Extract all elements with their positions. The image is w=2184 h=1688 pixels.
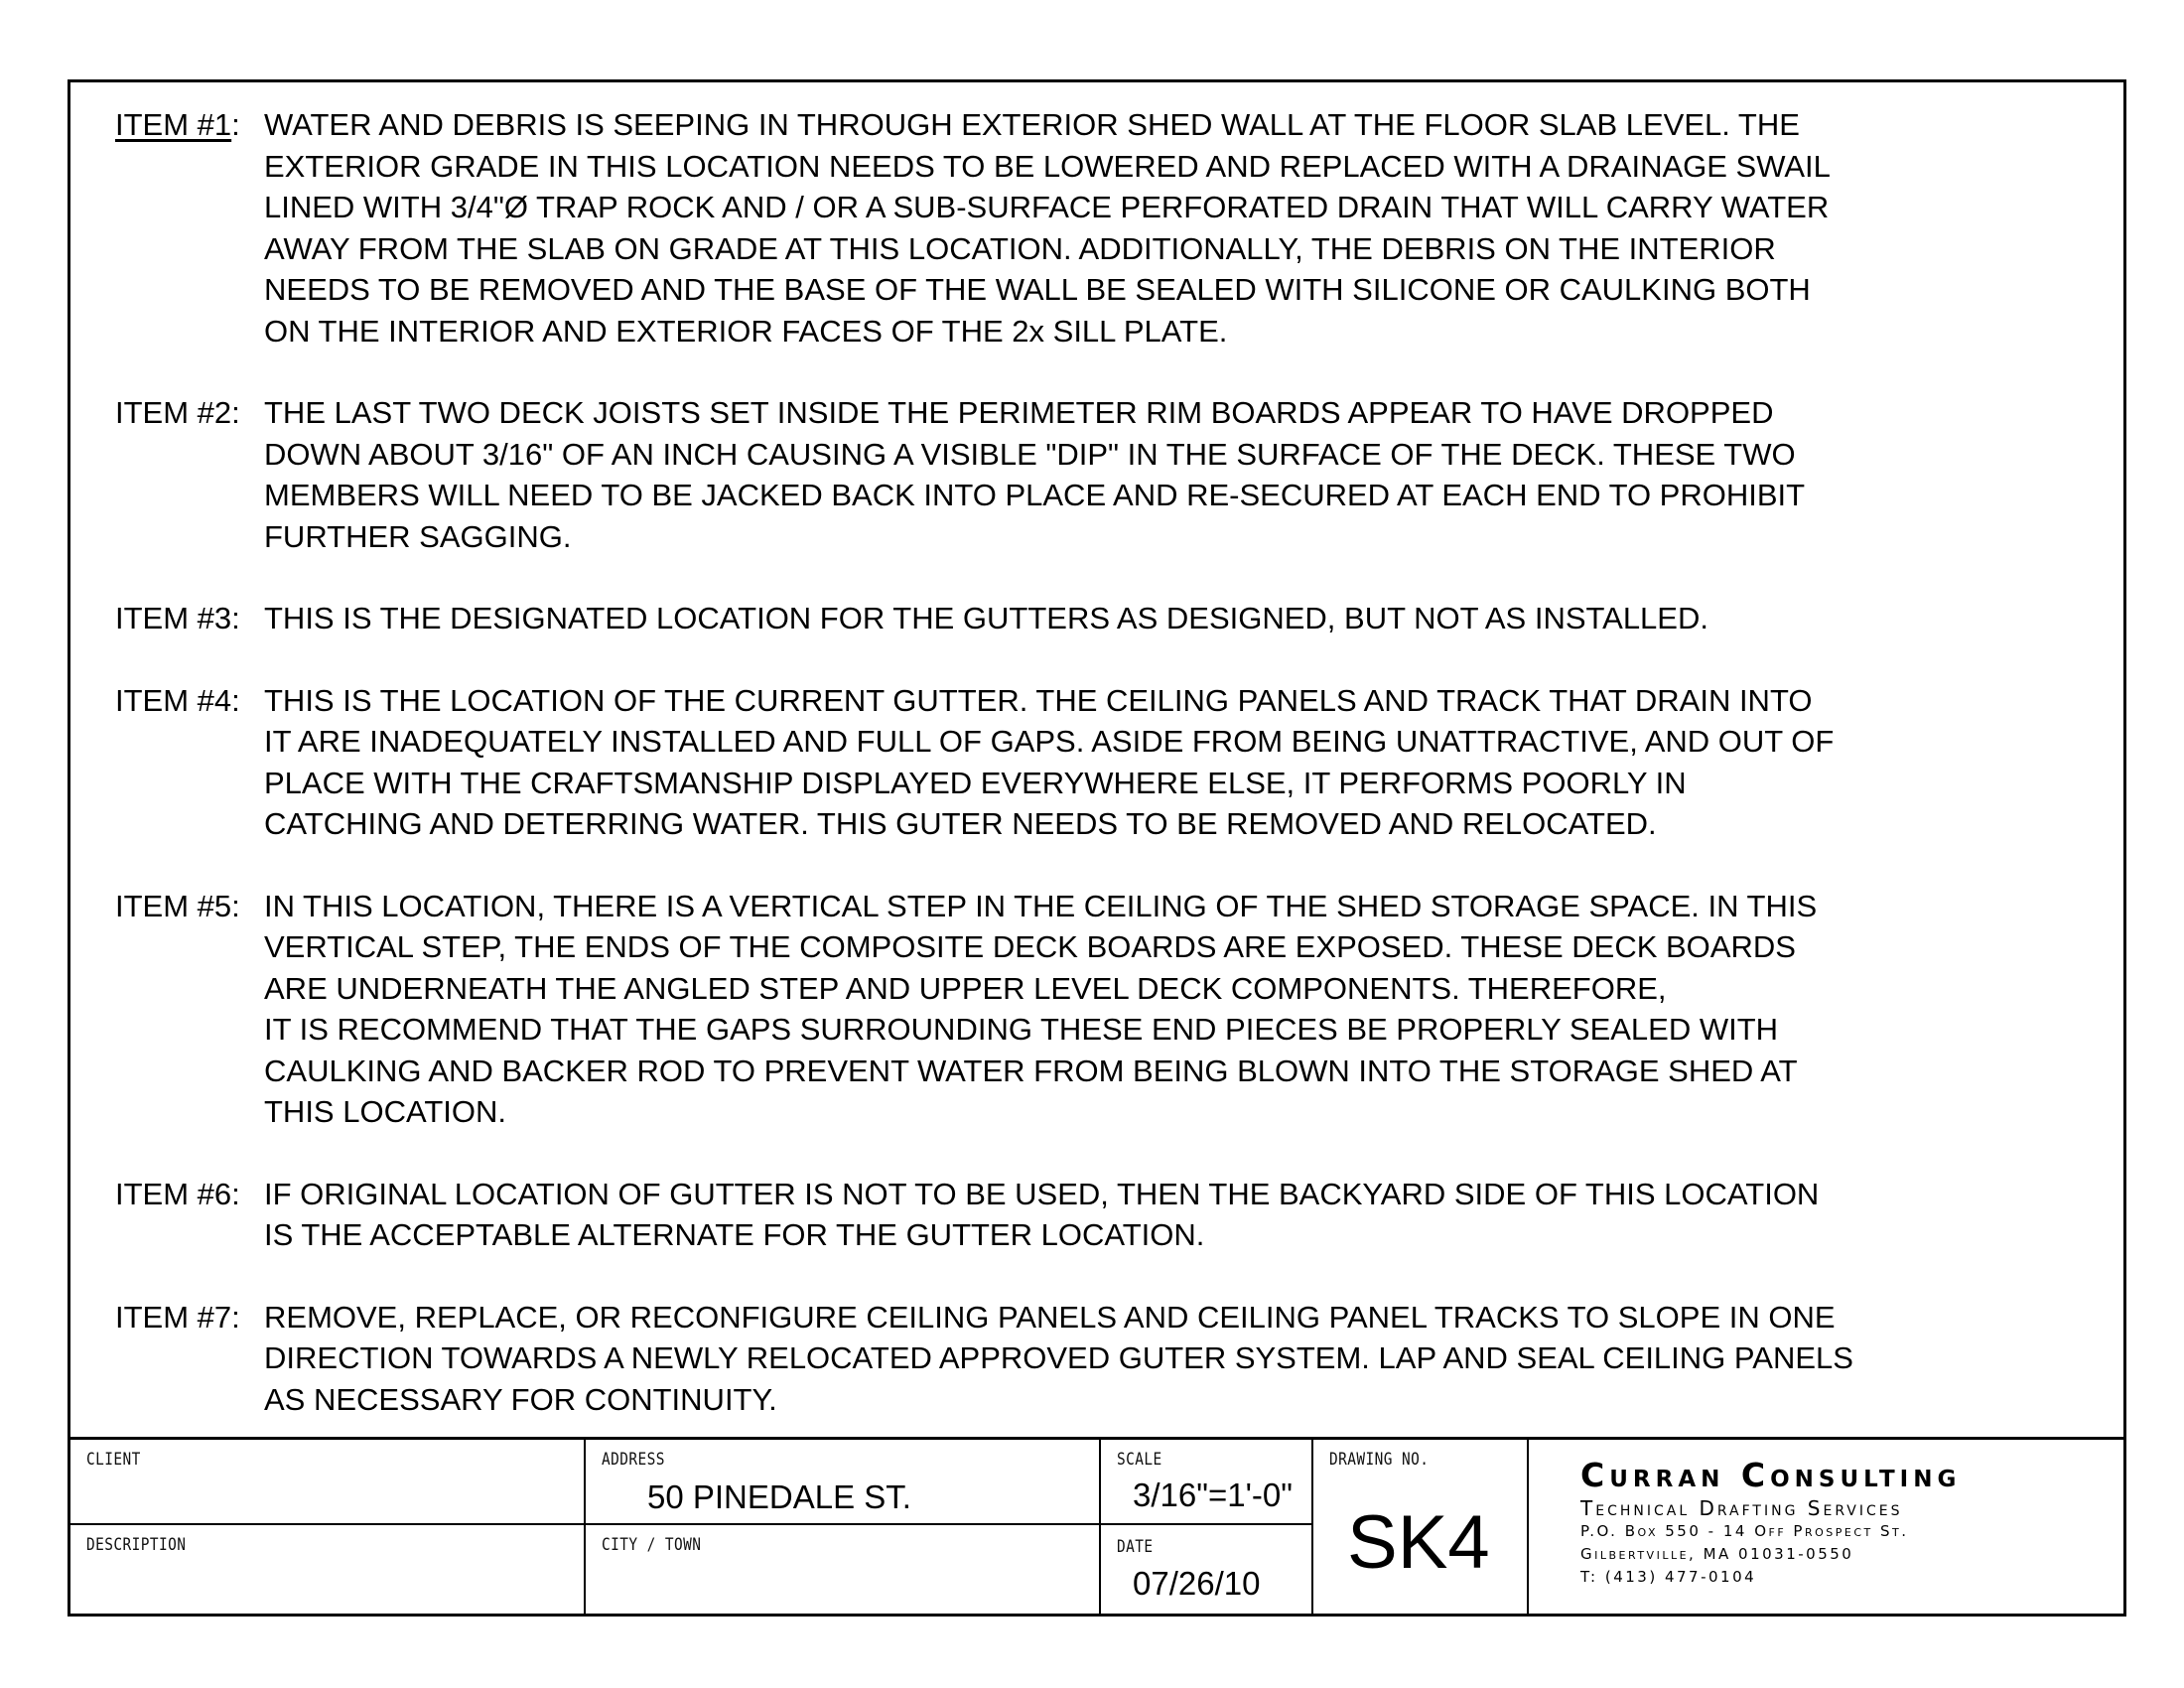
note-label: ITEM #2 xyxy=(115,395,232,430)
note-text: IN THIS LOCATION, THERE IS A VERTICAL STEP IN THE CEILING OF THE SHED STORAGE SPACE. IN THIS VERTICAL STEP, THE ENDS OF THE COMPOSITE DECK BOARDS ARE EXPOSED. THESE DECK BOARDS ARE UNDERNEATH THE ANGLED STEP AND UPPER LEVEL DECK COMPONENTS. THEREFORE, IT IS RECOMMEND THAT THE GAPS SURROUNDING THESE END PIECES BE PROPERLY SEALED WITH CAULKING AND BACKER ROD TO PREVENT WATER FROM BEING BLOWN INTO THE STORAGE SHED AT THIS LOCATION. xyxy=(264,888,1818,1129)
firm-address-line-2: Gilbertville, MA 01031-0550 xyxy=(1580,1545,1854,1563)
description-cell xyxy=(70,1525,584,1614)
client-caption: CLIENT xyxy=(86,1450,141,1470)
note-label: ITEM #5 xyxy=(115,888,232,923)
note-item-7: ITEM #7: REMOVE, REPLACE, OR RECONFIGURE CEILING PANELS AND CEILING PANEL TRACKS TO SLOPE IN ONE DIRECTION TOWARDS A NEWLY RELOCATED APPROVED GUTER SYSTEM. LAP AND SEAL CEILING PANELS AS NECESSARY FOR CONTINUITY. xyxy=(115,1297,2084,1421)
address-caption: ADDRESS xyxy=(602,1450,665,1470)
note-item-2: ITEM #2: THE LAST TWO DECK JOISTS SET INSIDE THE PERIMETER RIM BOARDS APPEAR TO HAVE DROPPED DOWN ABOUT 3/16" OF AN INCH CAUSING A VISIBLE "DIP" IN THE SURFACE OF THE DECK. THESE TWO MEMBERS WILL NEED TO BE JACKED BACK INTO PLACE AND RE-SECURED AT EACH END TO PROHIBIT FURTHER SAGGING. xyxy=(115,392,2084,557)
city-cell xyxy=(586,1525,1099,1614)
drawing-sheet xyxy=(68,79,2126,1617)
note-text: IF ORIGINAL LOCATION OF GUTTER IS NOT TO BE USED, THEN THE BACKYARD SIDE OF THIS LOCATION IS THE ACCEPTABLE ALTERNATE FOR THE GUTTER LOCATION. xyxy=(264,1176,1820,1252)
drawing-number-caption: DRAWING NO. xyxy=(1329,1450,1430,1470)
firm-name: Curran Consulting xyxy=(1580,1456,1962,1494)
scale-cell xyxy=(1101,1440,1311,1523)
note-text: WATER AND DEBRIS IS SEEPING IN THROUGH EXTERIOR SHED WALL AT THE FLOOR SLAB LEVEL. THE EXTERIOR GRADE IN THIS LOCATION NEEDS TO BE LOWERED AND REPLACED WITH A DRAINAGE SWAIL LINED WITH 3/4"Ø TRAP ROCK AND / OR A SUB-SURFACE PERFORATED DRAIN THAT WILL CARRY WATER AWAY FROM THE SLAB ON GRADE AT THIS LOCATION. ADDITIONALLY, THE DEBRIS ON THE INTERIOR NEEDS TO BE REMOVED AND THE BASE OF THE WALL BE SEALED WITH SILICONE OR CAULKING BOTH ON THE INTERIOR AND EXTERIOR FACES OF THE 2x SILL PLATE. xyxy=(264,107,1831,349)
drawing-number-cell xyxy=(1313,1440,1527,1614)
note-text: THIS IS THE DESIGNATED LOCATION FOR THE GUTTERS AS DESIGNED, BUT NOT AS INSTALLED. xyxy=(264,601,1708,635)
note-text: THE LAST TWO DECK JOISTS SET INSIDE THE PERIMETER RIM BOARDS APPEAR TO HAVE DROPPED DOWN ABOUT 3/16" OF AN INCH CAUSING A VISIBLE "DIP" IN THE SURFACE OF THE DECK. THESE TWO MEMBERS WILL NEED TO BE JACKED BACK INTO PLACE AND RE-SECURED AT EACH END TO PROHIBIT FURTHER SAGGING. xyxy=(264,395,1806,554)
scale-caption: SCALE xyxy=(1117,1450,1162,1470)
note-item-4: ITEM #4: THIS IS THE LOCATION OF THE CURRENT GUTTER. THE CEILING PANELS AND TRACK THAT DRAIN INTO IT ARE INADEQUATELY INSTALLED AND FULL OF GAPS. ASIDE FROM BEING UNATTRACTIVE, AND OUT OF PLACE WITH THE CRAFTSMANSHIP DISPLAYED EVERYWHERE ELSE, IT PERFORMS POORLY IN CATCHING AND DETERRING WATER. THIS GUTER NEEDS TO BE REMOVED AND RELOCATED. xyxy=(115,680,2084,845)
note-text: REMOVE, REPLACE, OR RECONFIGURE CEILING PANELS AND CEILING PANEL TRACKS TO SLOPE IN ONE DIRECTION TOWARDS A NEWLY RELOCATED APPROVED GUTER SYSTEM. LAP AND SEAL CEILING PANELS AS NECESSARY FOR CONTINUITY. xyxy=(264,1299,1853,1417)
client-cell xyxy=(70,1440,584,1523)
city-caption: CITY / TOWN xyxy=(602,1535,702,1555)
note-label: ITEM #1 xyxy=(115,107,232,142)
date-cell xyxy=(1101,1525,1311,1614)
drawing-number-value: SK4 xyxy=(1347,1500,1490,1585)
notes-list xyxy=(115,104,2084,1461)
note-item-1: ITEM #1: WATER AND DEBRIS IS SEEPING IN THROUGH EXTERIOR SHED WALL AT THE FLOOR SLAB LEVEL. THE EXTERIOR GRADE IN THIS LOCATION NEEDS TO BE LOWERED AND REPLACED WITH A DRAINAGE SWAIL LINED WITH 3/4"Ø TRAP ROCK AND / OR A SUB-SURFACE PERFORATED DRAIN THAT WILL CARRY WATER AWAY FROM THE SLAB ON GRADE AT THIS LOCATION. ADDITIONALLY, THE DEBRIS ON THE INTERIOR NEEDS TO BE REMOVED AND THE BASE OF THE WALL BE SEALED WITH SILICONE OR CAULKING BOTH ON THE INTERIOR AND EXTERIOR FACES OF THE 2x SILL PLATE. xyxy=(115,104,2084,352)
note-text: THIS IS THE LOCATION OF THE CURRENT GUTTER. THE CEILING PANELS AND TRACK THAT DRAIN INTO IT ARE INADEQUATELY INSTALLED AND FULL OF GAPS. ASIDE FROM BEING UNATTRACTIVE, AND OUT OF PLACE WITH THE CRAFTSMANSHIP DISPLAYED EVERYWHERE ELSE, IT PERFORMS POORLY IN CATCHING AND DETERRING WATER. THIS GUTER NEEDS TO BE REMOVED AND RELOCATED. xyxy=(264,682,1835,841)
note-item-5: ITEM #5: IN THIS LOCATION, THERE IS A VERTICAL STEP IN THE CEILING OF THE SHED STORAGE SPACE. IN THIS VERTICAL STEP, THE ENDS OF THE COMPOSITE DECK BOARDS ARE EXPOSED. THESE DECK BOARDS ARE UNDERNEATH THE ANGLED STEP AND UPPER LEVEL DECK COMPONENTS. THEREFORE, IT IS RECOMMEND THAT THE GAPS SURROUNDING THESE END PIECES BE PROPERLY SEALED WITH CAULKING AND BACKER ROD TO PREVENT WATER FROM BEING BLOWN INTO THE STORAGE SHED AT THIS LOCATION. xyxy=(115,886,2084,1133)
note-item-3: ITEM #3: THIS IS THE DESIGNATED LOCATION FOR THE GUTTERS AS DESIGNED, BUT NOT AS INSTALLED. xyxy=(115,598,2084,639)
firm-phone: T: (413) 477-0104 xyxy=(1580,1568,1757,1586)
date-caption: DATE xyxy=(1117,1537,1154,1557)
date-value: 07/26/10 xyxy=(1133,1565,1261,1602)
note-label: ITEM #3 xyxy=(115,601,232,635)
scale-value: 3/16"=1'-0" xyxy=(1133,1477,1293,1513)
note-label: ITEM #7 xyxy=(115,1299,232,1335)
firm-address-line-1: P.O. Box 550 - 14 Off Prospect St. xyxy=(1580,1522,1909,1540)
note-label: ITEM #4 xyxy=(115,682,232,718)
note-label: ITEM #6 xyxy=(115,1176,232,1211)
address-value: 50 PINEDALE ST. xyxy=(647,1478,911,1515)
title-block xyxy=(70,1437,2123,1614)
note-item-6: ITEM #6: IF ORIGINAL LOCATION OF GUTTER IS NOT TO BE USED, THEN THE BACKYARD SIDE OF THIS LOCATION IS THE ACCEPTABLE ALTERNATE FOR THE GUTTER LOCATION. xyxy=(115,1174,2084,1256)
firm-subtitle: Technical Drafting Services xyxy=(1580,1496,1903,1520)
address-cell xyxy=(586,1440,1099,1523)
description-caption: DESCRIPTION xyxy=(86,1535,187,1555)
firm-block xyxy=(1580,1456,1961,1589)
firm-cell xyxy=(1529,1440,2123,1614)
